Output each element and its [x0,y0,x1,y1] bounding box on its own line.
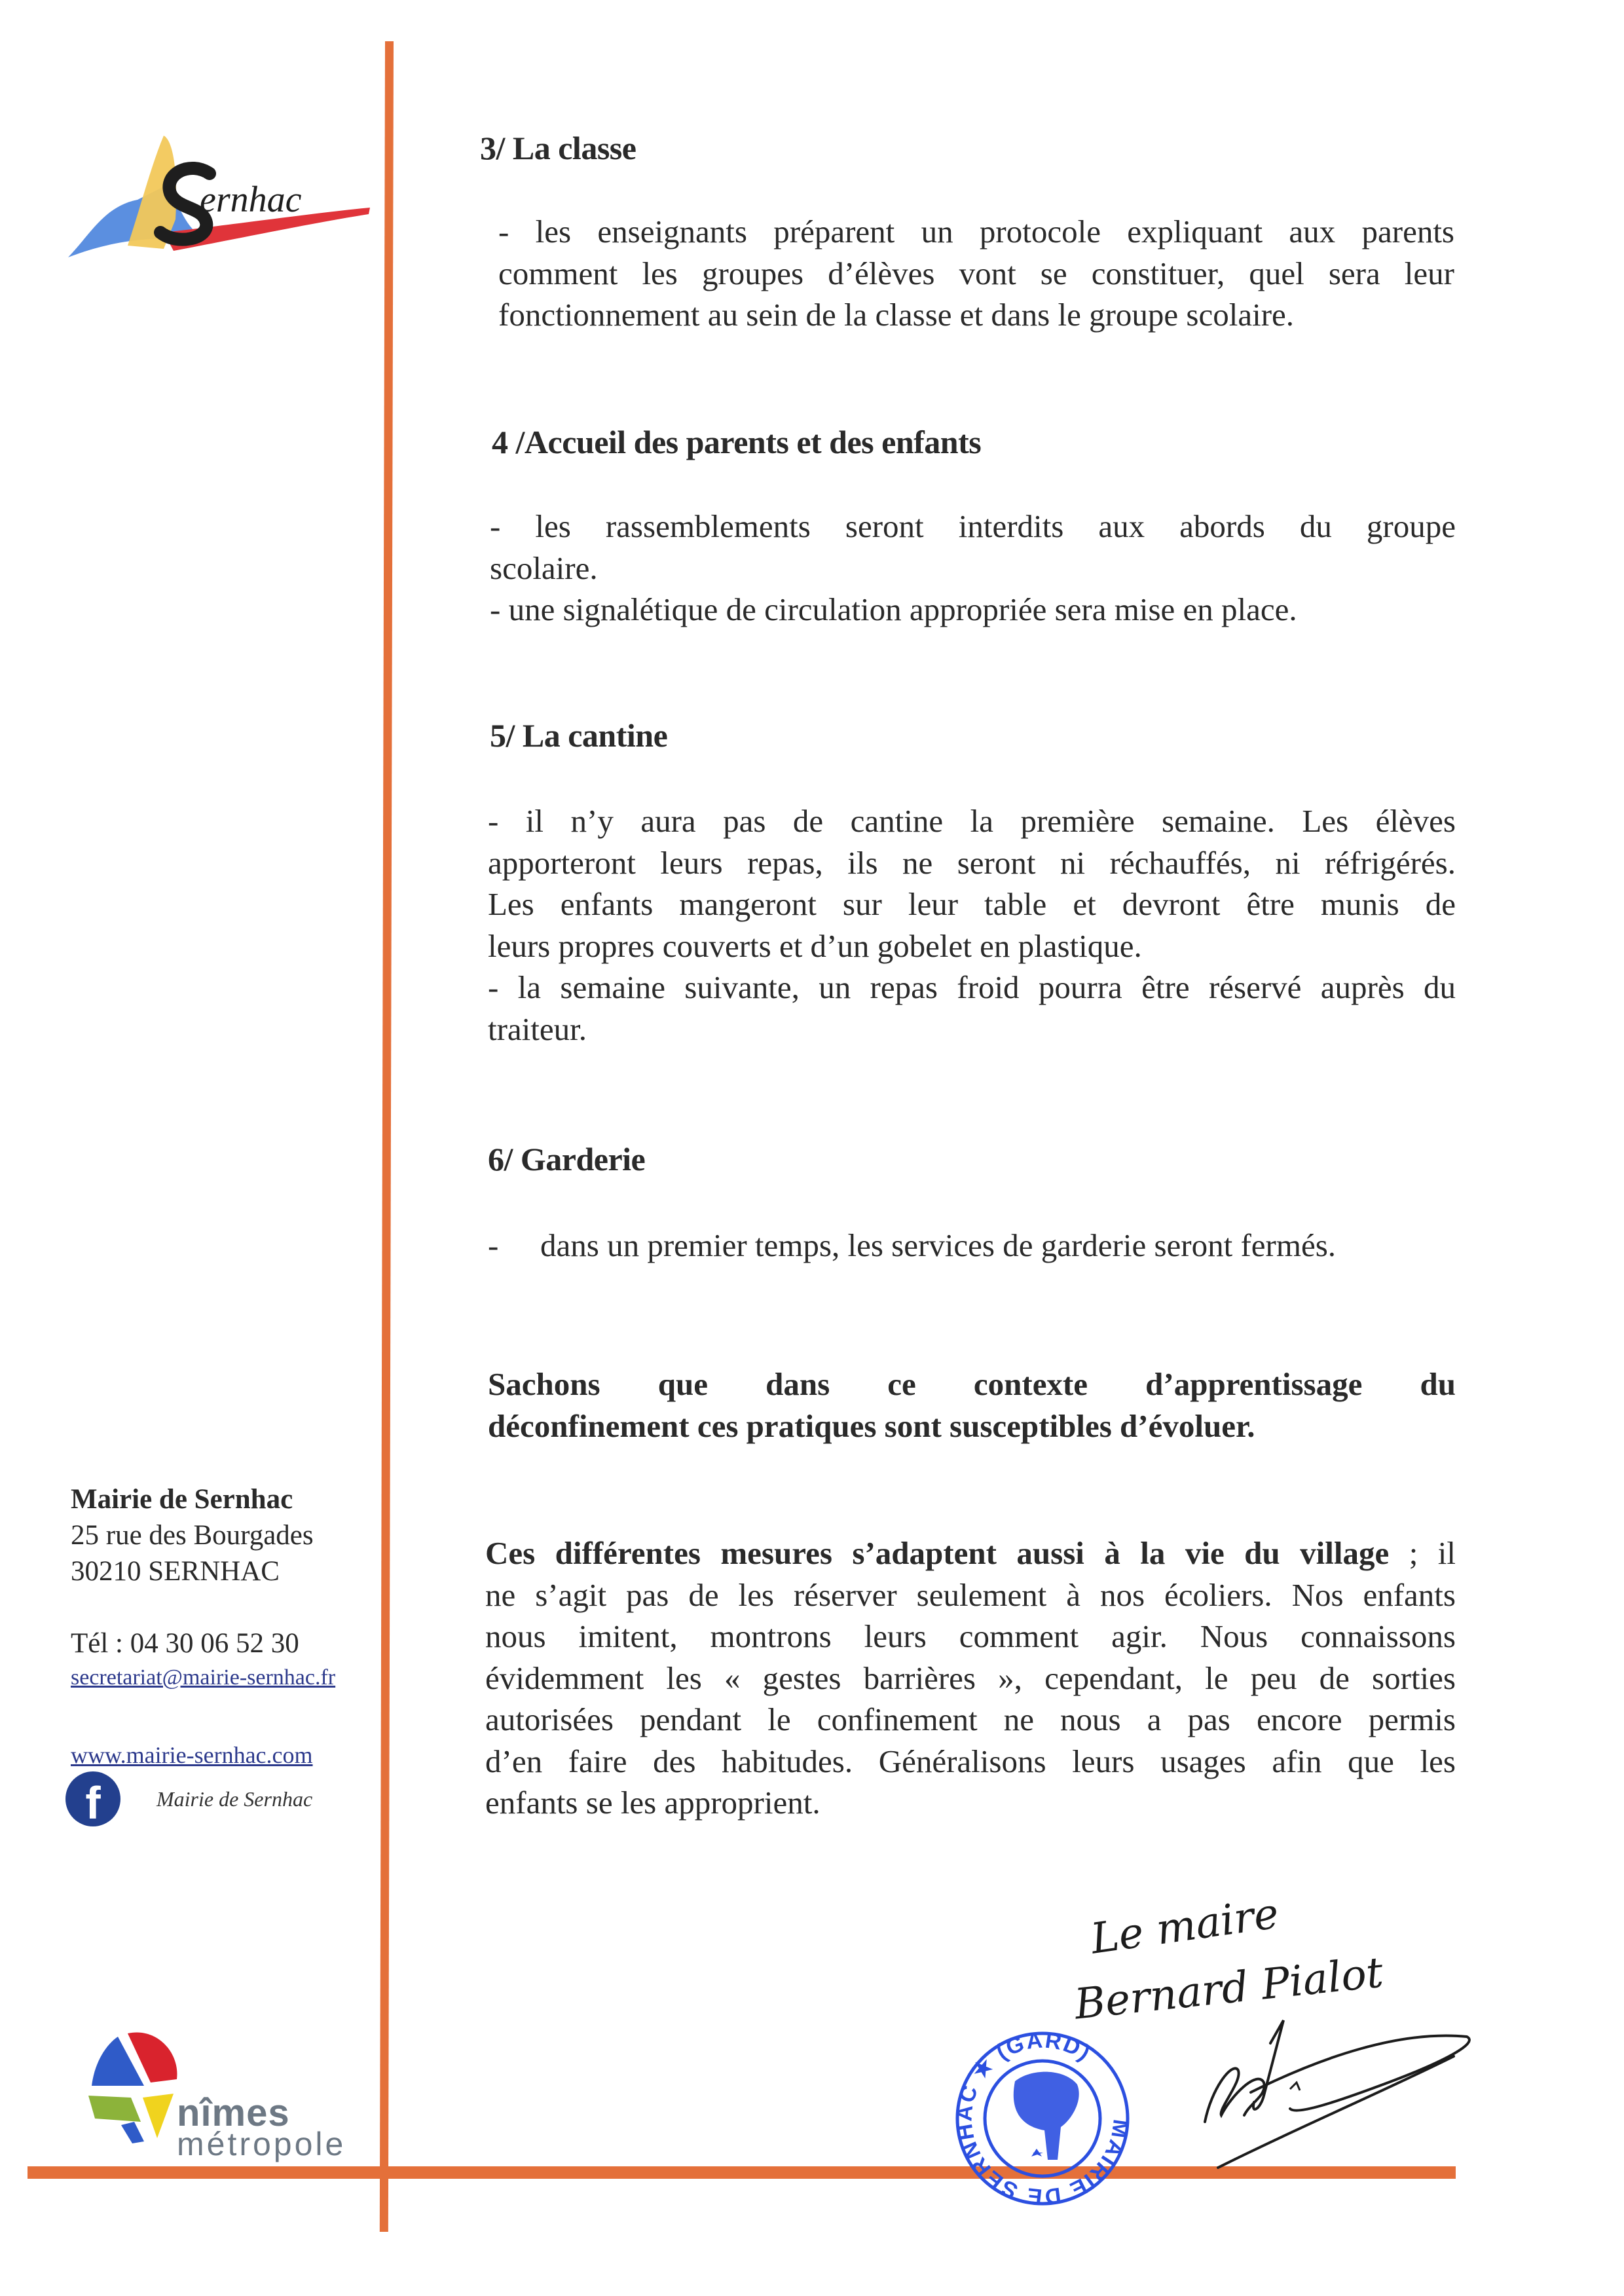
signature-scribble [1192,2017,1486,2177]
text-line: Sachons que dans ce contexte d’apprentissage du [488,1366,1456,1402]
closing-paragraph [485,1532,1456,1824]
text-line: dans un premier temps, les services de garderie seront fermés. [540,1227,1337,1263]
text-line: enfants se les approprient. [485,1785,821,1821]
text-line: fonctionnement au sein de la classe et dans le groupe scolaire. [498,297,1295,333]
section-heading-cantine: 5/ La cantine [490,717,668,754]
phone-number: Tél : 04 30 06 52 30 [71,1628,299,1659]
text-line: d’en faire des habitudes. Généralisons leurs usages afin que les [485,1743,1456,1779]
notice-paragraph [488,1363,1456,1447]
org-name: Mairie de Sernhac [71,1484,293,1515]
section-heading-garderie: 6/ Garderie [488,1141,646,1177]
section-body-cantine [488,800,1456,1050]
text-line: leurs propres couverts et d’un gobelet en plastique. [488,927,1142,964]
email-link[interactable]: secretariat@mairie-sernhac.fr [71,1665,336,1690]
text-line: - les rassemblements seront interdits aux abords du groupe [490,508,1456,544]
text-line: apporteront leurs repas, ils ne seront ni réchauffés, ni réfrigérés. [488,844,1456,881]
closing-lead-rest: ; il [1389,1535,1456,1571]
section-body-garderie [488,1225,1456,1267]
text-line: ne s’agit pas de les réserver seulement à nos écoliers. Nos enfants [485,1576,1456,1613]
section-heading-accueil: 4 /Accueil des parents et des enfants [492,424,982,460]
signature-title: Le maire [1088,1889,1282,1964]
text-line: autorisées pendant le confinement ne nous a pas encore permis [485,1701,1456,1737]
official-stamp [953,2029,1133,2209]
text-line: comment les groupes d’élèves vont se constituer, quel sera leur [498,255,1454,291]
text-line: scolaire. [490,549,598,586]
text-line: - la semaine suivante, un repas froid pourra être réservé auprès du [488,969,1456,1005]
text-line: - les enseignants préparent un protocole expliquant aux parents [498,213,1454,250]
section-heading-classe: 3/ La classe [480,130,637,166]
closing-lead: Ces différentes mesures s’adaptent aussi à la vie du village [485,1535,1390,1571]
text-line: traiteur. [488,1010,587,1047]
signature-name: Bernard Pialot [1072,1948,1386,2029]
nimes-label: nîmes [177,2092,290,2134]
section-body-classe [498,211,1454,336]
sernhac-logo [65,134,380,265]
street-address: 25 rue des Bourgades [71,1520,314,1551]
facebook-page-name: Mairie de Sernhac [157,1787,313,1811]
text-line: nous imitent, montrons leurs comment agir. Nous connaissons [485,1618,1456,1654]
website-link[interactable]: www.mairie-sernhac.com [71,1742,313,1768]
nimes-metropole-logo [79,2027,354,2162]
stamp-text: MAIRIE DE SERNHAC ★ (GARD) [953,2029,1133,2209]
text-line: - il n’y aura pas de cantine la première semaine. Les élèves [488,803,1456,839]
section-body-accueil [490,506,1456,631]
text-line [488,1225,1456,1267]
vertical-divider [380,41,394,2232]
bullet: - [488,1227,499,1263]
facebook-icon: f [65,1771,120,1826]
text-line: évidemment les « gestes barrières », cependant, le peu de sorties [485,1659,1456,1696]
facebook-link[interactable] [65,1771,312,1826]
metropole-label: métropole [177,2126,346,2162]
text-line: Les enfants mangeront sur leur table et devront être munis de [488,886,1456,922]
text-line: - une signalétique de circulation appropriée sera mise en place. [490,591,1297,627]
svg-text:ernhac: ernhac [200,179,302,220]
text-line [485,1532,1456,1574]
text-line: déconfinement ces pratiques sont susceptibles d’évoluer. [488,1407,1255,1444]
city-address: 30210 SERNHAC [71,1556,280,1587]
contact-block [71,1481,335,1773]
